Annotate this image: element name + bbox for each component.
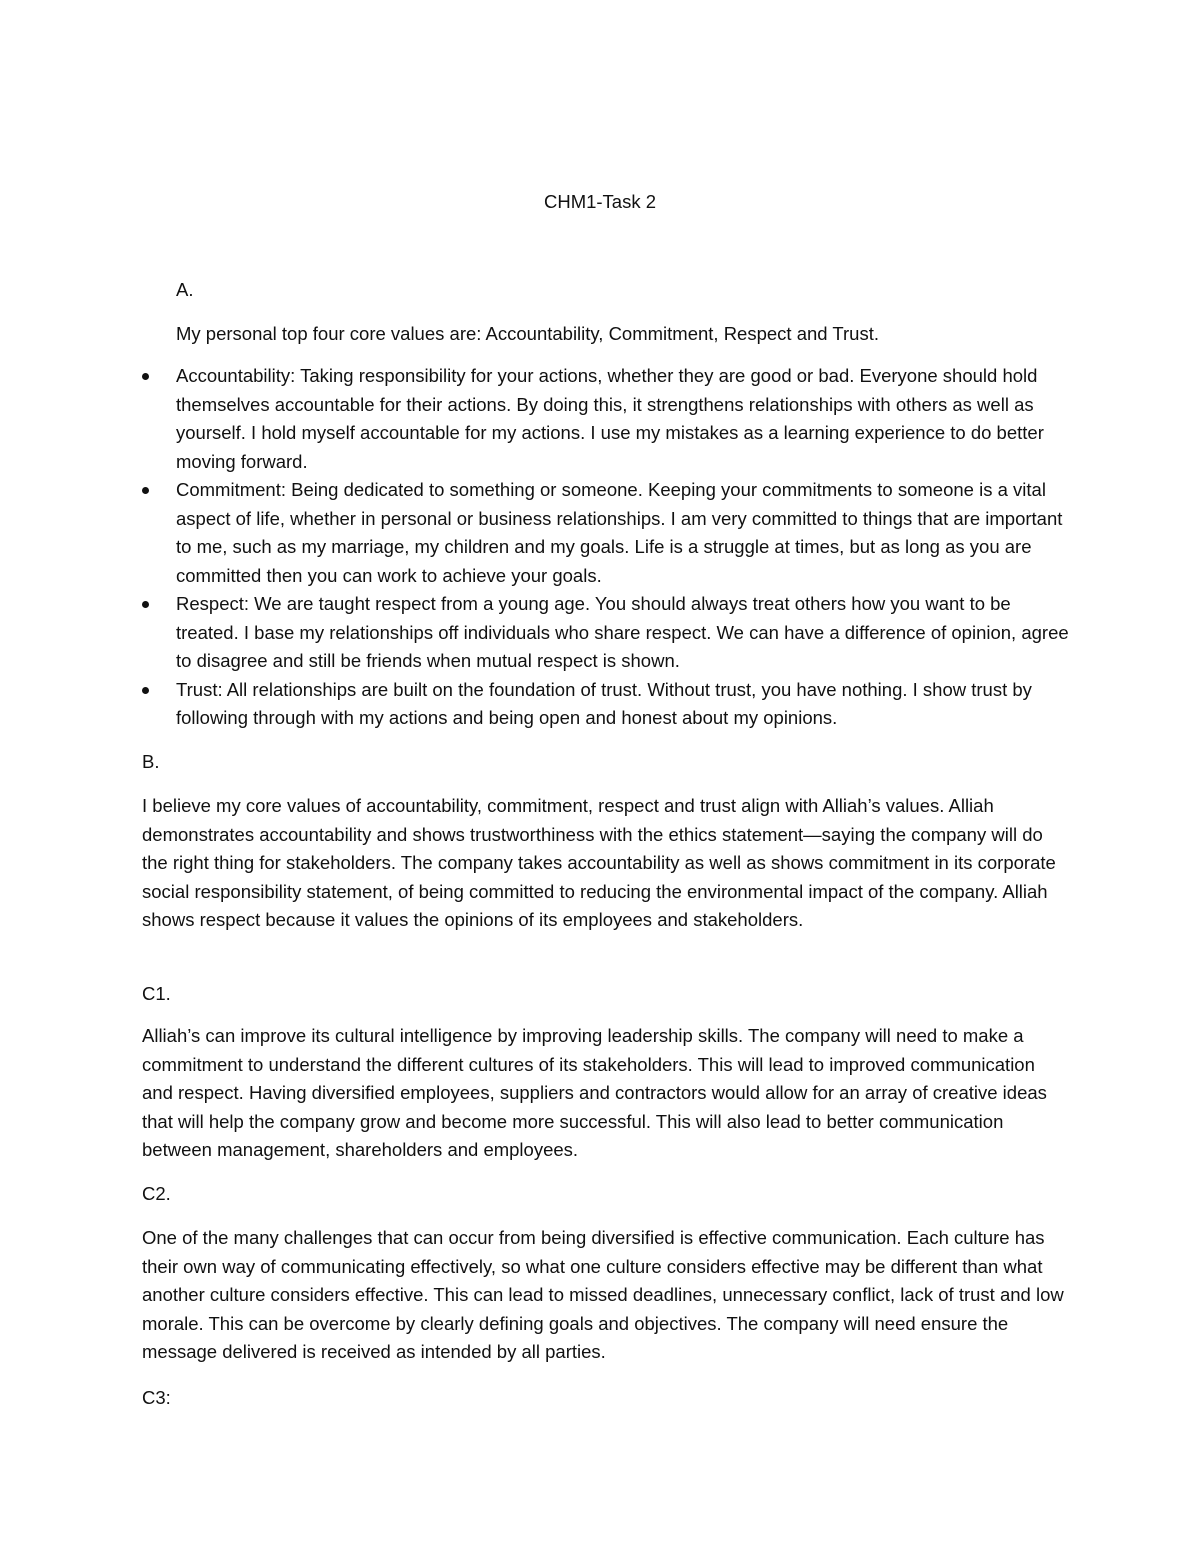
section-b-heading: B. — [142, 751, 160, 772]
section-c1-heading: C1. — [142, 983, 171, 1004]
bullet-icon — [142, 687, 149, 694]
core-values-list — [140, 362, 1070, 733]
section-a-heading: A. — [176, 279, 194, 300]
bullet-icon — [142, 373, 149, 380]
section-c1-body: Alliah’s can improve its cultural intelligence by improving leadership skills. The company will need to make a commitment to understand the different cultures of its stakeholders. This will lead to improved communication and respect. Having diversified employees, suppliers and contractors would allow for an array of creative ideas that will help the company grow and become more successful. This will also lead to better communication between management, shareholders and employees. — [142, 1025, 1047, 1160]
section-a-intro: My personal top four core values are: Accountability, Commitment, Respect and Trust. — [176, 323, 879, 344]
list-item — [140, 676, 1070, 733]
list-item — [140, 590, 1070, 676]
bullet-icon — [142, 487, 149, 494]
section-b-body: I believe my core values of accountability, commitment, respect and trust align with Alliah’s values. Alliah demonstrates accountability and shows trustworthiness with the ethics statement—saying the company will do the right thing for stakeholders. The company takes accountability as well as shows commitment in its corporate social responsibility statement, of being committed to reducing the environmental impact of the company. Alliah shows respect because it values the opinions of its employees and stakeholders. — [142, 795, 1056, 930]
list-item-text: Respect: We are taught respect from a young age. You should always treat others how you want to be treated. I base my relationships off individuals who share respect. We can have a difference of opinion, agree to disagree and still be friends when mutual respect is shown. — [176, 593, 1069, 671]
section-c2-body: One of the many challenges that can occur from being diversified is effective communication. Each culture has their own way of communicating effectively, so what one culture considers effective may be different than what another culture considers effective. This can lead to missed deadlines, unnecessary conflict, lack of trust and low morale. This can be overcome by clearly defining goals and objectives. The company will need ensure the message delivered is received as intended by all parties. — [142, 1227, 1064, 1362]
section-c2-heading: C2. — [142, 1183, 171, 1204]
list-item-text: Accountability: Taking responsibility for your actions, whether they are good or bad. Everyone should hold themselves accountable for their actions. By doing this, it strengthens relationships with others as well as yourself. I hold myself accountable for my actions. I use my mistakes as a learning experience to do better moving forward. — [176, 365, 1044, 472]
list-item — [140, 362, 1070, 476]
document-title: CHM1-Task 2 — [543, 191, 657, 212]
bullet-icon — [142, 601, 149, 608]
list-item-text: Trust: All relationships are built on the foundation of trust. Without trust, you have nothing. I show trust by following through with my actions and being open and honest about my opinions. — [176, 678, 1032, 728]
list-item-text: Commitment: Being dedicated to something or someone. Keeping your commitments to someone is a vital aspect of life, whether in personal or business relationships. I am very committed to things that are important to me, such as my marriage, my children and my goals. Life is a struggle at times, but as long as you are committed then you can work to achieve your goals. — [176, 479, 1063, 586]
section-c3-heading: C3: — [142, 1387, 171, 1408]
list-item — [140, 476, 1070, 590]
